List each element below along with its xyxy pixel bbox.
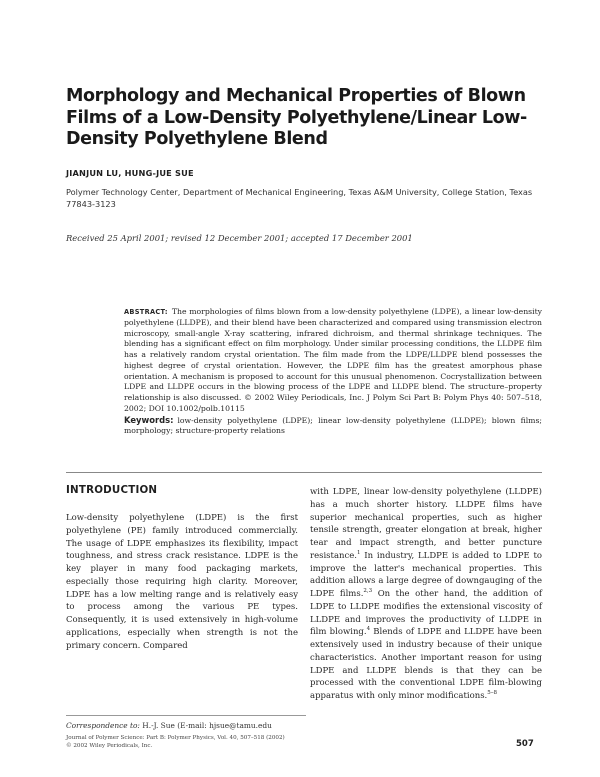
citation-ref: 1 — [357, 549, 361, 556]
keywords-text: low-density polyethylene (LDPE); linear low-density polyethylene (LLDPE); blown films; morphology; structure-property relations — [124, 415, 542, 436]
citation-ref: 2,3 — [363, 588, 373, 595]
copyright-line: © 2002 Wiley Periodicals, Inc. — [66, 743, 153, 750]
abstract-label: ABSTRACT: — [124, 308, 168, 316]
keywords-line — [124, 415, 542, 438]
journal-citation — [66, 734, 306, 751]
received-dates: Received 25 April 2001; revised 12 December 2001; accepted 17 December 2001 — [66, 233, 413, 243]
correspondence-label: Correspondence to: — [66, 721, 140, 730]
left-column — [66, 512, 298, 652]
intro-paragraph-left: Low-density polyethylene (LDPE) is the first polyethylene (PE) family introduced commercially. The usage of LDPE emphasizes its flexibility, impact toughness, and stress crack resistance. LDPE is the key player in many food packaging markets, especially those requiring high clarity. Moreover, LDPE has a low melting range and is relatively easy to process among the various PE types. Consequently, it is used extensively in high-volume applications, especially when strength is not the primary concern. Compared — [66, 513, 298, 651]
page-number: 507 — [516, 739, 534, 749]
right-column — [310, 486, 542, 703]
journal-line: Journal of Polymer Science: Part B: Polymer Physics, Vol. 40, 507–518 (2002) — [66, 735, 285, 741]
intro-text-part-4: Blends of LDPE and LLDPE have been extensively used in industry because of their unique characteristics. Another important reason for using LDPE and LLDPE blends is that they can be processed with the conventional LDPE film-blowing apparatus with only minor modifications. — [310, 627, 542, 701]
author-list: JIANJUN LU, HUNG-JUE SUE — [66, 168, 194, 178]
section-divider — [66, 472, 542, 473]
citation-ref: 4 — [366, 626, 371, 633]
abstract-block — [124, 307, 542, 437]
abstract-text: The morphologies of films blown from a low-density polyethylene (LDPE), a linear low-density polyethylene (LLDPE), and their blend have been characterized and compared using transmission electron microscopy, small-angle X-ray scattering, infrared dichroism, and thermal shrinkage techniques. The blending has a significant effect on film morphology. Under similar processing conditions, the LLDPE film has a relatively random crystal orientation. The film made from the LDPE/LLDPE blend possesses the highest degree of crystal orientation. However, the LDPE film has the greatest amorphous phase orientation. A mechanism is proposed to account for this unusual phenomenon. Cocrystallization between LDPE and LLDPE occurs in the blowing process of the LDPE and LLDPE blend. The structure–property relationship is also discussed. © 2002 Wiley Periodicals, Inc. J Polym Sci Part B: Polym Phys 40: 507–518, 2002; DOI 10.1002/polb.10115 — [124, 307, 542, 413]
author-affiliation: Polymer Technology Center, Department of Mechanical Engineering, Texas A&M University, College Station, Texas 77843-3123 — [66, 187, 533, 209]
paper-title: Morphology and Mechanical Properties of Blown Films of a Low-Density Polyethylene/Linear Low-Density Polyethylene Blend — [66, 86, 527, 149]
intro-text-part-1: with LDPE, linear low-density polyethylene (LLDPE) has a much shorter history. LLDPE films have superior mechanical properties, such as higher tensile strength, greater elongation at break, higher tear and impact strength, and better puncture resistance. — [310, 487, 542, 561]
correspondence-text: H.-J. Sue (E-mail: hjsue@tamu.edu — [142, 721, 272, 730]
correspondence-note — [66, 721, 306, 731]
section-heading-introduction: INTRODUCTION — [66, 484, 158, 496]
intro-text-part-2: In industry, LLDPE is added to LDPE to improve the latter's mechanical properties. This addition allows a large degree of downgauging of the LDPE films. — [310, 550, 542, 599]
citation-ref: 5–8 — [487, 690, 498, 697]
footnote-block — [66, 715, 306, 751]
intro-text-part-3: On the other hand, the addition of LDPE to LLDPE modifies the extensional viscosity of LLDPE and improves the productivity of LLDPE in film blowing. — [310, 589, 542, 638]
keywords-label: Keywords: — [124, 414, 174, 425]
